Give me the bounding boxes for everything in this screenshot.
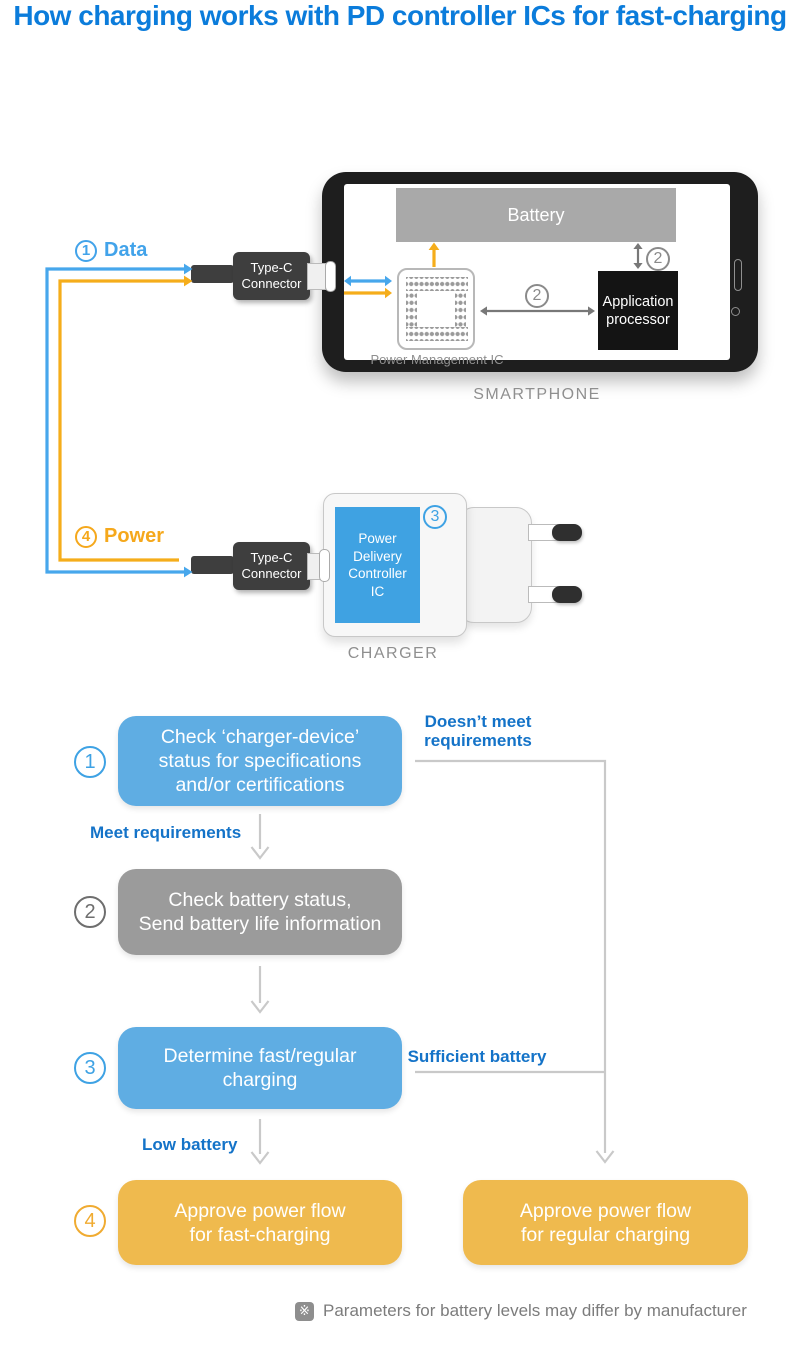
pd-ic-line2: Delivery bbox=[353, 548, 402, 564]
chip-pins-left bbox=[406, 291, 417, 329]
battery-label: Battery bbox=[507, 204, 565, 225]
flow-branch-arrowhead bbox=[597, 1151, 614, 1162]
step2-badge-pmic-ap bbox=[525, 284, 549, 308]
step3-text-line2: charging bbox=[222, 1069, 298, 1091]
phone-typec-port bbox=[325, 261, 336, 292]
plug-prong-bottom bbox=[528, 586, 582, 603]
power-cable-line bbox=[60, 281, 184, 560]
pd-ic-line4: IC bbox=[370, 583, 385, 599]
prong-tip bbox=[552, 586, 582, 603]
step1-text-line2: status for specifications bbox=[158, 750, 362, 772]
step1-badge-data bbox=[75, 240, 97, 262]
phone-camera-dot bbox=[731, 307, 740, 316]
chip-pins-top bbox=[406, 277, 468, 291]
pd-ic-line1: Power bbox=[358, 531, 397, 546]
flow-arrow2-head bbox=[252, 1001, 269, 1012]
power-delivery-controller-ic-block bbox=[335, 507, 420, 623]
step2-number: 2 bbox=[532, 287, 542, 304]
plug-prong-top bbox=[528, 524, 582, 541]
label-line2: requirements bbox=[424, 731, 532, 750]
label-meet-requirements: Meet requirements bbox=[90, 823, 242, 842]
phone-typec-connector bbox=[233, 252, 310, 300]
typec-label-line1: Type-C bbox=[250, 260, 293, 275]
charger-caption: CHARGER bbox=[347, 645, 439, 662]
phone-connector-tongue bbox=[307, 263, 326, 290]
ap-label-line1: Application bbox=[602, 293, 674, 310]
step1-number: 1 bbox=[81, 242, 91, 259]
typec-label-line1: Type-C bbox=[250, 550, 293, 565]
typec-label-line2: Connector bbox=[241, 276, 302, 291]
step-number: 1 bbox=[84, 750, 96, 773]
prong-tip bbox=[552, 524, 582, 541]
step3-number: 3 bbox=[430, 508, 440, 525]
step3-badge-charger bbox=[423, 505, 447, 529]
reference-mark-icon: ※ bbox=[295, 1302, 314, 1321]
flow-arrow1-head bbox=[252, 847, 269, 858]
charger-plug-section bbox=[458, 507, 532, 623]
charger-typec-connector bbox=[233, 542, 310, 590]
power-label-text: Power bbox=[104, 525, 165, 547]
flow-step2-badge bbox=[74, 896, 106, 928]
flow-arrow3-head bbox=[252, 1152, 269, 1163]
charger-cable-stub bbox=[191, 556, 234, 574]
step4-number: 4 bbox=[81, 528, 91, 545]
label-line1: Doesn’t meet bbox=[424, 712, 532, 731]
step4-badge-power bbox=[75, 526, 97, 548]
data-label-text: Data bbox=[104, 239, 148, 261]
flow-step3-badge bbox=[74, 1052, 106, 1084]
step-number: 4 bbox=[84, 1209, 96, 1232]
application-processor-block bbox=[598, 271, 678, 350]
flow-step1-badge bbox=[74, 746, 106, 778]
step3-text-line1: Determine fast/regular bbox=[163, 1045, 357, 1067]
flow-step1-box bbox=[118, 716, 402, 806]
step1-text-line1: Check ‘charger-device’ bbox=[160, 726, 360, 748]
step4-text-line1: Approve power flow bbox=[174, 1199, 346, 1222]
flow-step3-box bbox=[118, 1027, 402, 1109]
flow-step4-regular-box bbox=[463, 1180, 748, 1265]
phone-speaker-slot bbox=[734, 259, 742, 291]
phone-cable-stub bbox=[191, 265, 234, 283]
step2-text-line2: Send battery life information bbox=[138, 913, 382, 935]
charger-typec-port bbox=[319, 549, 330, 582]
page-title: How charging works with PD controller ICs for fast-charging bbox=[13, 0, 787, 31]
step1-text-line3: and/or certifications bbox=[175, 774, 345, 796]
typec-label-line2: Connector bbox=[241, 566, 302, 581]
step-number: 2 bbox=[84, 900, 96, 923]
flow-step2-box bbox=[118, 869, 402, 955]
battery-block bbox=[396, 188, 676, 242]
data-flow-label bbox=[75, 239, 147, 262]
step4-text-line2: for fast-charging bbox=[189, 1223, 331, 1246]
label-doesnt-meet-requirements bbox=[388, 712, 568, 750]
power-flow-label bbox=[75, 525, 164, 548]
flow-branch-right-line bbox=[415, 761, 605, 1153]
flow-step4-fast-box bbox=[118, 1180, 402, 1265]
step-number: 3 bbox=[84, 1056, 96, 1079]
step2-badge-battery-ap bbox=[646, 247, 670, 271]
step2-text-line1: Check battery status, bbox=[168, 889, 352, 911]
smartphone-caption: SMARTPHONE bbox=[473, 386, 601, 403]
pmic-label: Power Management IC bbox=[370, 352, 504, 367]
label-sufficient-battery: Sufficient battery bbox=[407, 1047, 547, 1066]
step4-alt-text-line2: for regular charging bbox=[520, 1223, 691, 1246]
power-management-ic-chip bbox=[397, 268, 475, 350]
label-low-battery: Low battery bbox=[142, 1135, 238, 1154]
step4-alt-text-line1: Approve power flow bbox=[519, 1199, 692, 1222]
ap-label-line2: processor bbox=[606, 311, 670, 328]
step2-number: 2 bbox=[653, 250, 663, 267]
chip-pins-bottom bbox=[406, 327, 468, 341]
flow-step4-badge bbox=[74, 1205, 106, 1237]
chip-pins-right bbox=[455, 291, 466, 329]
footnote-text: Parameters for battery levels may differ by manufacturer bbox=[323, 1301, 747, 1320]
pd-ic-line3: Controller bbox=[348, 566, 407, 581]
